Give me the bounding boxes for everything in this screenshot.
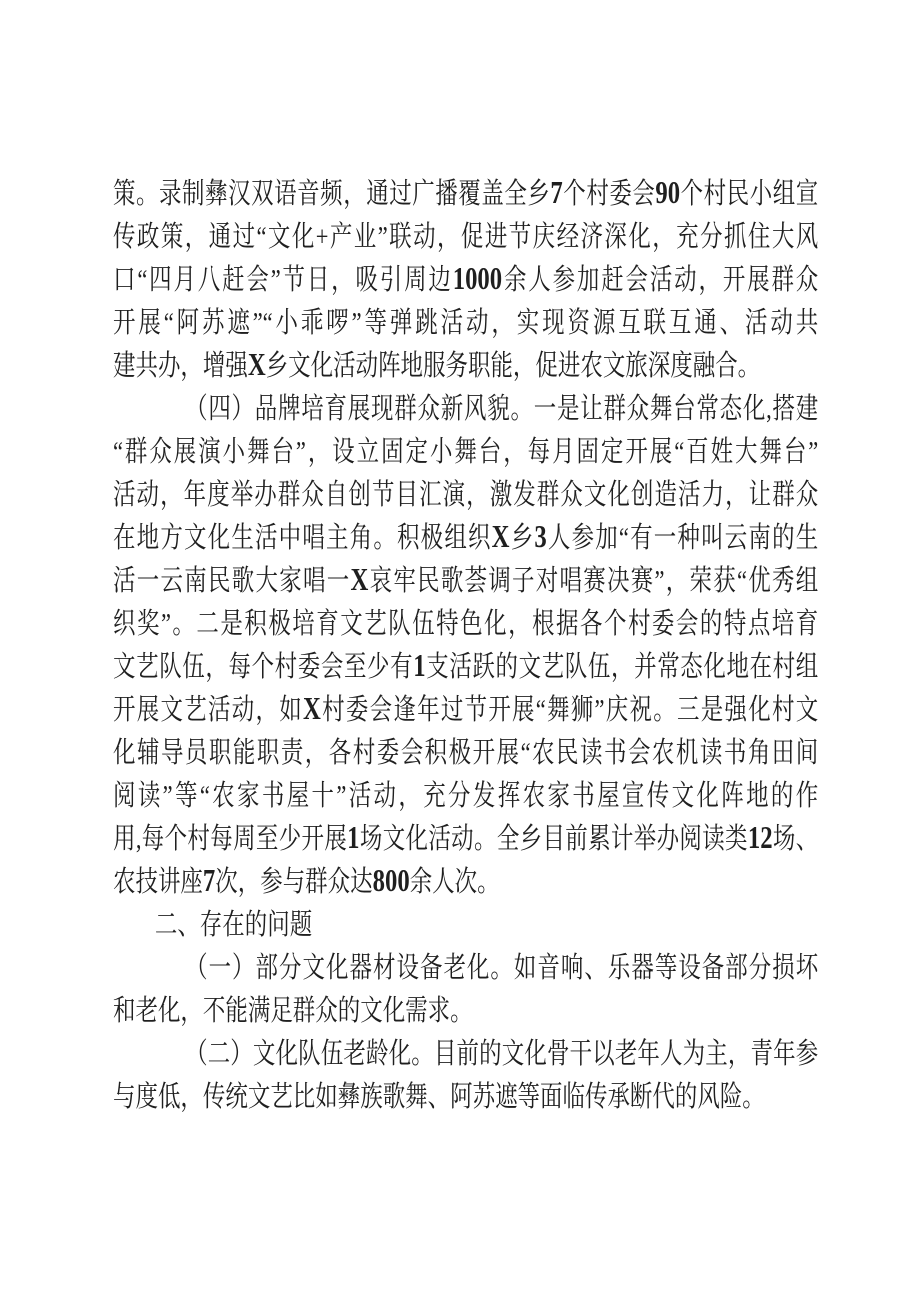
- doc-line: 活一云南民歌大家唱一X哀牢民歌荟调子对唱赛决赛”，荣获“优秀组: [113, 562, 819, 597]
- doc-line: “群众展演小舞台”，设立固定小舞台，每月固定开展“百姓大舞台”: [113, 436, 819, 468]
- bold-numeral: X: [491, 519, 510, 554]
- section-heading: 二、存在的问题: [154, 909, 313, 941]
- doc-line: 策。录制彝汉双语音频，通过广播覆盖全乡7个村委会90个村民小组宣: [113, 175, 819, 210]
- doc-line: 阅读”等“农家书屋十”活动，充分发挥农家书屋宣传文化阵地的作: [113, 780, 819, 812]
- bold-numeral: 1000: [452, 261, 503, 296]
- doc-line: 用,每个村每周至少开展1场文化活动。全乡目前累计举办阅读类12场、: [113, 820, 819, 855]
- bold-numeral: X: [302, 691, 321, 726]
- doc-line: 化辅导员职能职责，各村委会积极开展“农民读书会农机读书角田间: [113, 737, 819, 769]
- bold-numeral: 800: [372, 863, 410, 898]
- bold-numeral: X: [247, 347, 266, 382]
- doc-line: 开展“阿苏遮”“小乖啰”等弹跳活动，实现资源互联互通、活动共: [113, 307, 819, 339]
- document-text-block: [113, 173, 818, 1119]
- doc-line: （二）文化队伍老龄化。目前的文化骨干以老年人为主，青年参: [185, 1038, 819, 1070]
- bold-numeral: 90: [655, 175, 681, 210]
- bold-numeral: 1: [347, 820, 360, 855]
- doc-line: 与度低，传统文艺比如彝族歌舞、阿苏遮等面临传承断代的风险。: [113, 1081, 765, 1113]
- bold-numeral: 1: [413, 648, 426, 683]
- bold-numeral: 7: [550, 175, 563, 210]
- doc-line: （四）品牌培育展现群众新风貌。一是让群众舞台常态化,搭建: [185, 393, 819, 425]
- doc-line: 文艺队伍，每个村委会至少有1支活跃的文艺队伍，并常态化地在村组: [113, 648, 819, 683]
- bold-numeral: 7: [202, 863, 216, 898]
- bold-numeral: 12: [747, 820, 773, 855]
- doc-line: 织奖”。二是积极培育文艺队伍特色化，根据各个村委会的特点培育: [113, 608, 819, 640]
- doc-line: 建共办，增强X乡文化活动阵地服务职能，促进农文旅深度融合。: [113, 347, 761, 382]
- doc-line: 在地方文化生活中唱主角。积极组织X乡3人参加“有一种叫云南的生: [113, 519, 819, 554]
- doc-line: 开展文艺活动，如X村委会逢年过节开展“舞狮”庆祝。三是强化村文: [113, 691, 819, 726]
- bold-numeral: 3: [534, 519, 547, 554]
- doc-line: 活动，年度举办群众自创节目汇演，激发群众文化创造活力，让群众: [113, 479, 819, 511]
- doc-line: （一）部分文化器材设备老化。如音响、乐器等设备部分损坏: [185, 952, 819, 984]
- bold-numeral: X: [350, 562, 369, 597]
- doc-line: 口“四月八赶会”节日，吸引周边1000余人参加赶会活动，开展群众: [113, 261, 819, 296]
- doc-line: 和老化，不能满足群众的文化需求。: [113, 995, 473, 1027]
- doc-line: 传政策，通过“文化+产业”联动，促进节庆经济深化，充分抓住大风: [113, 221, 819, 253]
- doc-line: 农技讲座7次，参与群众达800余人次。: [113, 863, 500, 898]
